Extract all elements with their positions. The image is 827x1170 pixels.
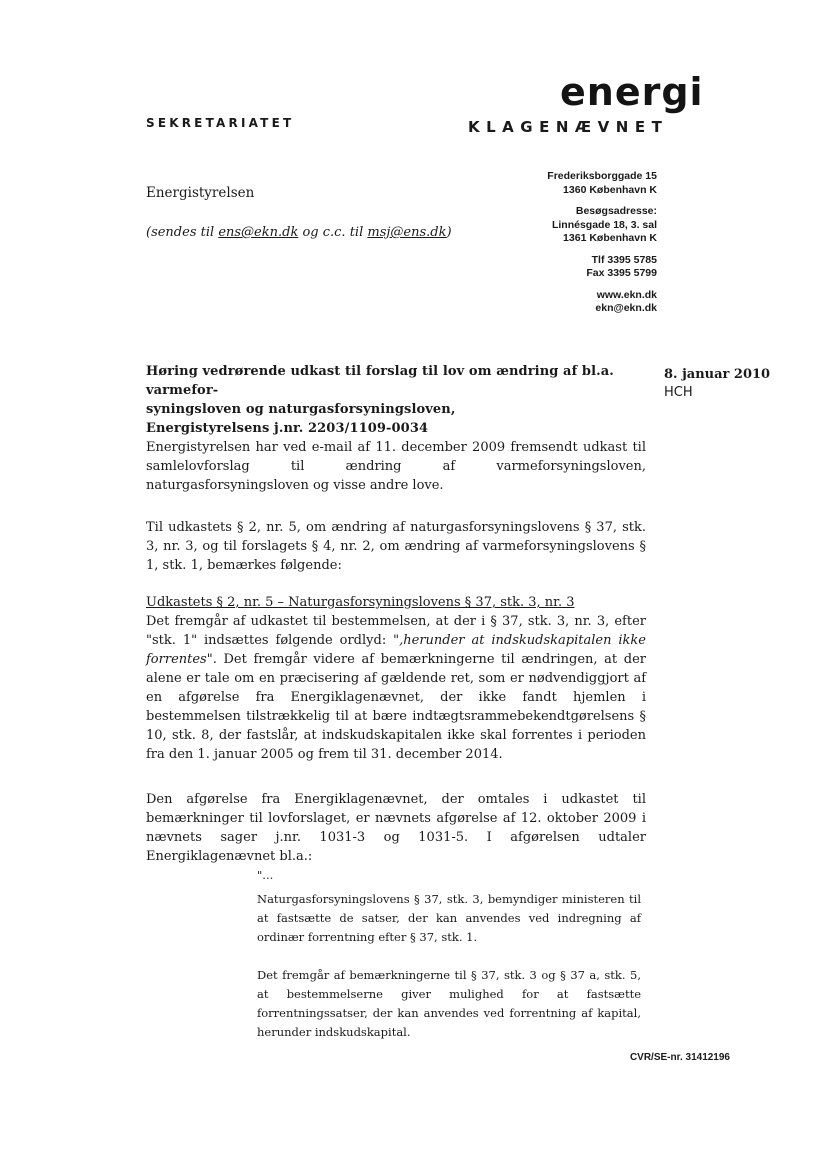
paragraph-decision: Den afgørelse fra Energiklagenævnet, der omtales i udkastet til bemærkninger til lovforslaget, er nævnets afgørelse af 12. oktober 2009 i nævnets sager j.nr. 1031-3 og 1031-5. I afgørelsen udtaler Energiklagenævnet bl.a.: bbox=[146, 792, 646, 864]
recipient-name: Energistyrelsen bbox=[146, 185, 255, 201]
cvr-number: CVR/SE-nr. 31412196 bbox=[629, 1052, 730, 1063]
address-block bbox=[547, 170, 657, 316]
send-middle: og c.c. til bbox=[298, 225, 368, 240]
case-initials: HCH bbox=[664, 385, 693, 400]
quote-paragraph-1: Naturgasforsyningslovens § 37, stk. 3, bemyndiger ministeren til at fastsætte de satser, der kan anvendes ved indregning af ordinær forrentning efter § 37, stk. 1. bbox=[257, 892, 641, 944]
paragraph-section-body bbox=[146, 612, 646, 764]
quoted-wording: ",herunder at indskudskapitalen ikke forrentes" bbox=[146, 633, 646, 667]
paragraph-section-part-a: Det fremgår af udkastet til bestemmelsen, at der i § 37, stk. 3, nr. 3, efter "stk. 1" indsættes følgende ordlyd: bbox=[146, 614, 646, 648]
address-city: 1360 København K bbox=[563, 183, 657, 196]
quote-paragraph-2: Det fremgår af bemærkningerne til § 37, stk. 3 og § 37 a, stk. 5, at bestemmelserne giver mulighed for at fastsætte forrentningssatser, der kan anvendes ved forrentning af kapital, herunder indskudskapital. bbox=[257, 968, 641, 1039]
recipient-email-link[interactable]: ens@ekn.dk bbox=[218, 225, 299, 240]
send-instructions bbox=[146, 225, 452, 240]
send-prefix: (sendes til bbox=[146, 225, 219, 240]
quote-open: "... bbox=[257, 868, 274, 882]
send-suffix: ) bbox=[446, 225, 452, 240]
logo-klagenaevnet: KLAGENÆVNET bbox=[468, 118, 669, 136]
paragraph-scope: Til udkastets § 2, nr. 5, om ændring af naturgasforsyningslovens § 37, stk. 3, nr. 3, og til forslagets § 4, nr. 2, om ændring af varmeforsyningslovens § 1, stk. 1, bemærkes følgende: bbox=[146, 520, 646, 573]
visit-address-city: 1361 København K bbox=[563, 232, 657, 244]
contact-email-link[interactable]: ekn@ekn.dk bbox=[595, 302, 657, 314]
logo-energi: energi bbox=[560, 70, 704, 114]
cc-email-link[interactable]: msj@ens.dk bbox=[367, 225, 447, 240]
paragraph-section-part-b: . Det fremgår videre af bemærkningerne til ændringen, at der alene er tale om en præcisering af gældende ret, som er nødvendiggjort af en afgørelse fra Energiklagenævnet, der ikke fandt hjemlen i bestemmelsen tilstrækkelig til at bære indtægtsrammebekendtgørelsens § 10, stk. 8, der fastslår, at indskudskapitalen ikke skal forrentes i perioden fra den 1. januar 2005 og frem til 31. december 2014. bbox=[146, 652, 646, 762]
address-street: Frederiksborggade 15 bbox=[547, 170, 657, 182]
visit-address-street: Linnésgade 18, 3. sal bbox=[551, 218, 657, 231]
letter-date: 8. januar 2010 bbox=[664, 367, 771, 382]
subject-line-2: syningsloven og naturgasforsyningsloven, bbox=[146, 402, 456, 417]
fax-number: Fax 3395 5799 bbox=[586, 267, 657, 279]
paragraph-intro: Energistyrelsen har ved e-mail af 11. december 2009 fremsendt udkast til samlelovforslag til ændring af varmeforsyningsloven, naturgasforsyningsloven og visse andre love. bbox=[146, 440, 646, 493]
subject-heading bbox=[146, 362, 654, 438]
subject-line-1: Høring vedrørende udkast til forslag til lov om ændring af bl.a. varmefor- bbox=[146, 364, 614, 398]
phone-number: Tlf 3395 5785 bbox=[591, 253, 657, 266]
sender-department: SEKRETARIATET bbox=[146, 116, 295, 130]
website-link[interactable]: www.ekn.dk bbox=[596, 288, 657, 301]
subject-line-3: Energistyrelsens j.nr. 2203/1109-0034 bbox=[146, 421, 429, 436]
section-title: Udkastets § 2, nr. 5 – Naturgasforsyningslovens § 37, stk. 3, nr. 3 bbox=[146, 595, 575, 610]
visit-address-label: Besøgsadresse: bbox=[575, 205, 657, 217]
